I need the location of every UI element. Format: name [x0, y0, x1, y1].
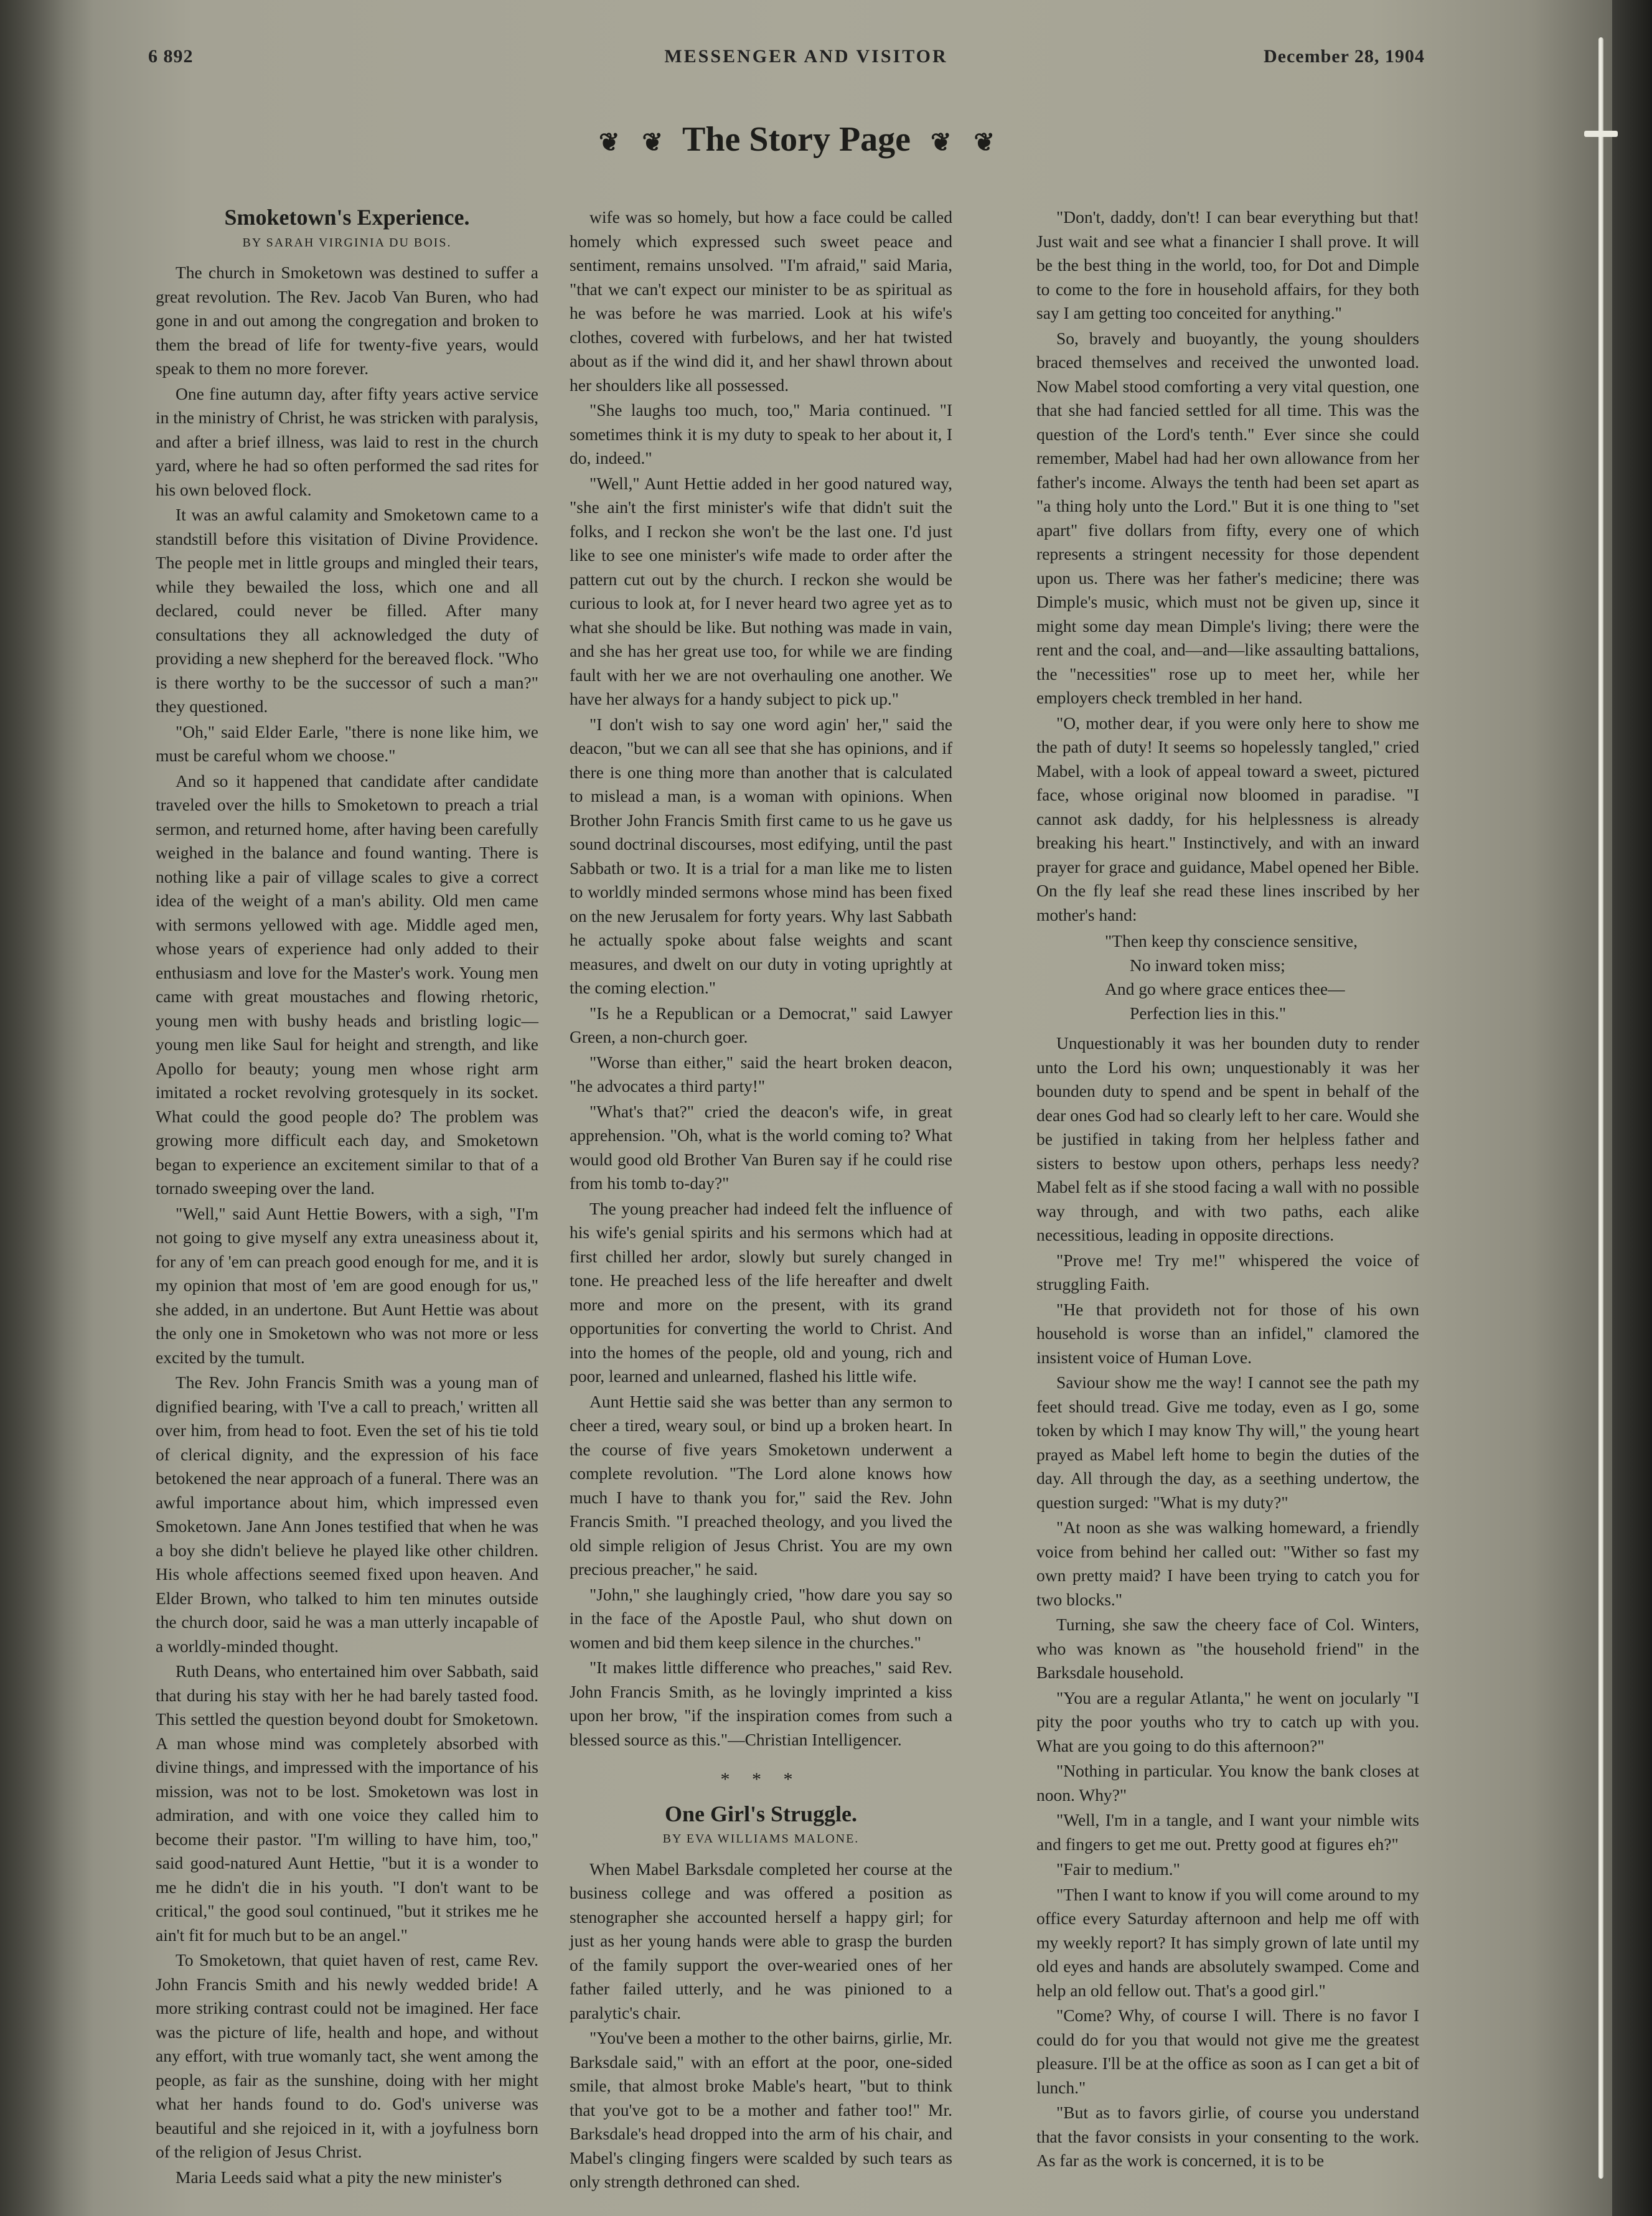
- paragraph: The church in Smoketown was destined to suffer a great revolution. The Rev. Jacob Van Buren, who had gone in and out among the congregation and broken to them the bread of life for twenty-five years, would speak to them no more forever.: [156, 263, 538, 378]
- article-body-2-continued: [1036, 205, 1419, 927]
- paragraph: "Oh," said Elder Earle, "there is none like him, we must be careful whom we choose.": [156, 721, 538, 765]
- paragraph: When Mabel Barksdale completed her course at the business college and was offered a position as stenographer she accounted herself a happy girl; for just as her young hands were able to grasp the burden of the family support the over-wearied ones of her father failed utterly, and he was pinioned to a paralytic's chair.: [570, 1859, 952, 2022]
- paragraph: "Don't, daddy, don't! I can bear everything but that! Just wait and see what a financier I shall prove. It will be the best thing in the world, too, for Dot and Dimple to come to the fore in household affairs, for they both say I am getting too conceited for anything.": [1036, 207, 1419, 322]
- paragraph: Ruth Deans, who entertained him over Sabbath, said that during his stay with her he had barely tasted food. This settled the question beyond doubt for Smoketown. A man whose mind was completely absorbed with divine things, and impressed with the importance of his mission, was not to be lost. Smoketown was lost in admiration, and with one voice they called him to become their pastor. "I'm willing to have him, too," said good-natured Aunt Hettie, "but it is a wonder to me he didn't die in his youth. "I don't want to be critical," the good soul continued, "but it strikes me he ain't fit for much but to be an angel.": [156, 1661, 538, 1945]
- poem-line: Perfection lies in this.": [1130, 1003, 1287, 1023]
- article-byline: BY SARAH VIRGINIA DU BOIS.: [242, 235, 452, 250]
- paragraph: Saviour show me the way! I cannot see the path my feet should tread. Give me today, even as I go, some token by which I may know Thy will," the young heart prayed as Mabel left home to begin the duties of the day. All through the day, as a seething undertow, the question surged: "What is my duty?": [1036, 1373, 1419, 1512]
- paragraph: "John," she laughingly cried, "how dare you say so in the face of the Apostle Paul, who shut down on women and bid them keep silence in the churches.": [570, 1584, 952, 1652]
- leaf-ornament-left-icon: ❦: [598, 128, 620, 156]
- leaf-ornament-right-icon: ❦: [931, 128, 952, 156]
- paragraph: "Well," Aunt Hettie added in her good natured way, "she ain't the first minister's wife that didn't suit the folks, and I reckon she won't be the last one. I'd just like to see one minister's wife made to order after the pattern cut out by the church. I reckon she would be curious to look at, for I never heard two agree yet as to what she should be like. But nothing was made in vain, and she has her great use too, for while we are finding fault with her we are not overhauling one another. We have her always for a handy subject to pick up.": [570, 473, 952, 708]
- section-title-text: The Story Page: [682, 120, 911, 159]
- article-title-2: One Girl's Struggle.: [665, 1801, 857, 1826]
- page-number: 6 892: [148, 46, 194, 67]
- paragraph: "Fair to medium.": [1056, 1859, 1180, 1879]
- paragraph: wife was so homely, but how a face could be called homely which expressed such sweet peace and sentiment, remains unsolved. "I'm afraid," said Maria, "that we can't expect our minister to be as spiritual as he was before he was married. Look at his wife's clothes, covered with furbelows, and her hat twisted about as if the wind did it, and her shawl thrown about her shoulders like all possessed.: [570, 207, 952, 395]
- binding-clip: [1584, 131, 1618, 137]
- leaf-ornament-right-icon-2: ❦: [974, 128, 995, 156]
- leaf-ornament-left-icon-2: ❦: [642, 128, 663, 156]
- binding-wire: [1598, 37, 1603, 2179]
- paragraph: The Rev. John Francis Smith was a young man of dignified bearing, with 'I've a call to preach,' written all over him, from head to foot. Even the set of his tie told of clerical dignity, and the expression of his face betokened the near approach of a funeral. There was an awful importance about him, which impressed even Smoketown. Jane Ann Jones testified that when he was a boy she didn't believe he played like other children. His whole affections seemed fixed upon heaven. And Elder Brown, who talked to him ten minutes outside the church door, said he was a man utterly incapable of a worldly-minded thought.: [156, 1373, 538, 1656]
- poem-line: "Then keep thy conscience sensitive,: [1105, 931, 1358, 951]
- paragraph: "Is he a Republican or a Democrat," said Lawyer Green, a non-church goer.: [570, 1003, 952, 1046]
- poem-line: No inward token miss;: [1130, 955, 1285, 975]
- poem-line: And go where grace entices thee—: [1105, 979, 1345, 998]
- paragraph: "O, mother dear, if you were only here to show me the path of duty! It seems so hopelessly tangled," cried Mabel, with a look of appeal toward a sweet, pictured face, whose original now bloomed in paradise. "I cannot ask daddy, for his helplessness is already breaking his heart." Instinctively, and with an inward prayer for grace and guidance, Mabel opened her Bible. On the fly leaf she read these lines inscribed by her mother's hand:: [1036, 713, 1419, 924]
- paragraph: "He that provideth not for those of his own household is worse than an infidel," clamored the insistent voice of Human Love.: [1036, 1299, 1419, 1367]
- paragraph: "What's that?" cried the deacon's wife, in great apprehension. "Oh, what is the world coming to? What would good old Brother Van Buren say if he could rise from his tomb to-day?": [570, 1101, 952, 1193]
- paragraph: Turning, she saw the cheery face of Col. Winters, who was known as "the household friend" in the Barksdale household.: [1036, 1615, 1419, 1682]
- paragraph: "Nothing in particular. You know the bank closes at noon. Why?": [1036, 1761, 1419, 1805]
- column-1: [156, 205, 538, 2187]
- paragraph: Unquestionably it was her bounden duty to render unto the Lord his own; unquestionably it was her bounden duty to spend and be spent in behalf of the dear ones God had so clearly left to her care. Would she be justified in taking from her helpless father and sisters to bestow upon others, perhaps less needy? Mabel felt as if she stood facing a wall with no possible way through, and with two paths, each alike necessitious, leading in opposite directions.: [1036, 1033, 1419, 1244]
- article-body-2-continued-b: [1036, 1031, 1419, 2173]
- binding-edge: [1612, 0, 1652, 2216]
- paragraph: It was an awful calamity and Smoketown came to a standstill before this visitation of Divine Providence. The people met in little groups and mingled their tears, while they bewailed the loss, which one and all declared, could never be filled. After many consultations they all acknowledged the duty of providing a new shepherd for the bereaved flock. "Who is there worthy to be the successor of such a man?" they questioned.: [156, 505, 538, 716]
- paragraph: "You've been a mother to the other bairns, girlie, Mr. Barksdale said," with an effort at the poor, one-sided smile, that almost broke Mable's heart, "but to think that you've got to be a mother and father too!" Mr. Barksdale's head dropped into the arm of his chair, and Mabel's clinging fingers were scalded by such tears as only strength dethroned can shed.: [570, 2028, 952, 2191]
- paragraph: "Then I want to know if you will come around to my office every Saturday afternoon and help me off with my weekly report? It has simply grown of late until my old eyes and hands are absolutely swamped. Come and help an old fellow out. That's a good girl.": [1036, 1884, 1419, 2000]
- paragraph: "But as to favors girlie, of course you understand that the favor consists in your consenting to the work. As far as the work is concerned, it is to be: [1036, 2103, 1419, 2170]
- paragraph: "It makes little difference who preaches," said Rev. John Francis Smith, as he lovingly imprinted a kiss upon her brow, "if the inspiration comes from such a blessed source as this."—Christian Intelligencer.: [570, 1658, 952, 1749]
- paragraph: "At noon as she was walking homeward, a friendly voice from behind her called out: "Wither so fast my own pretty maid? I have been trying to catch you for two blocks.": [1036, 1518, 1419, 1609]
- paragraph: The young preacher had indeed felt the influence of his wife's genial spirits and his sermons which had at first chilled her ardor, slowly but surely changed in tone. He preached less of the life hereafter and dwelt more and more on the present, with its grand opportunities for converting the world to Christ. And into the homes of the people, old and young, rich and poor, learned and unlearned, flashed his little wife.: [570, 1198, 952, 1386]
- paragraph: "I don't wish to say one word agin' her," said the deacon, "but we can all see that she has opinions, and if there is one thing more than another that is calculated to mislead a man, is a woman with opinions. When Brother John Francis Smith first came to us he gave us sound doctrinal discourses, most edifying, until the past Sabbath or two. It is a trial for a man like me to listen to worldly minded sermons whose mind has been fixed on the new Jerusalem for forty years. Why last Sabbath he actually spoke about false weights and scant measures, and dwelt on our duty in voting uprightly at the coming election.": [570, 714, 952, 997]
- page-shadow: [0, 0, 93, 2216]
- paragraph: "Well, I'm in a tangle, and I want your nimble wits and fingers to get me out. Pretty good at figures eh?": [1036, 1810, 1419, 1854]
- paragraph: Aunt Hettie said she was better than any sermon to cheer a tired, weary soul, or bind up a broken heart. In the course of five years Smoketown underwent a complete revolution. "The Lord alone knows how much I have to thank you for," said the Rev. John Francis Smith. "I preached theology, and you lived the old simple religion of Jesus Christ. You are my own precious preacher," he said.: [570, 1391, 952, 1579]
- section-title: [560, 120, 1033, 159]
- paragraph: "You are a regular Atlanta," he went on jocularly "I pity the poor youths who try to catch up with you. What are you going to do this afternoon?": [1036, 1688, 1419, 1755]
- article-body-2: [570, 1857, 952, 2194]
- article-body-continued: [570, 205, 952, 1752]
- paragraph: "Well," said Aunt Hettie Bowers, with a sigh, "I'm not going to give myself any extra uneasiness about it, for any of 'em can preach good enough for me, and it is my opinion that most of 'em are good enough for us," she added, in an undertone. But Aunt Hettie was about the only one in Smoketown who was not more or less excited by the tumult.: [156, 1203, 538, 1367]
- article-body: [156, 261, 538, 2189]
- paragraph: To Smoketown, that quiet haven of rest, came Rev. John Francis Smith and his newly wedded bride! A more striking contrast could not be imagined. Her face was the picture of life, health and hope, and without any effort, with true womanly tact, she went among the people, as fair as the sunshine, doing with her might what her hands found to do. God's universe was beautiful and she rejoiced in it, with a joyfulness born of the religion of Jesus Christ.: [156, 1950, 538, 2161]
- paragraph: So, bravely and buoyantly, the young shoulders braced themselves and received the unwonted load. Now Mabel stood comforting a very vital question, one that she had fancied settled for all time. This was the question of the Lord's tenth." Ever since she could remember, Mabel had had her own allowance from her father's income. Always the tenth had been set apart as "a thing holy unto the Lord." But it is one thing to "set apart" five dollars from fifty, every one of which represents a stringent necessity for those dependent upon us. There was her father's medicine; there was Dimple's music, which must not be given up, since it might some day mean Dimple's living; there were the rent and the coal, and—and—like assaulting battalions, the "necessities" rose up to meet her, while her employers check trembled in her hand.: [1036, 328, 1419, 707]
- column-3: [1036, 205, 1419, 2170]
- masthead: MESSENGER AND VISITOR: [664, 46, 948, 67]
- section-separator: * * *: [720, 1769, 802, 1790]
- article-byline-2: BY EVA WILLIAMS MALONE.: [662, 1832, 860, 1846]
- poem: [1036, 929, 1419, 1025]
- paragraph: "Worse than either," said the heart broken deacon, "he advocates a third party!": [570, 1052, 952, 1096]
- issue-date: December 28, 1904: [1264, 46, 1425, 67]
- paragraph: Maria Leeds said what a pity the new minister's: [176, 2167, 502, 2187]
- paragraph: One fine autumn day, after fifty years active service in the ministry of Christ, he was stricken with paralysis, and after a brief illness, was laid to rest in the church yard, where he had so often performed the sad rites for his own beloved flock.: [156, 383, 538, 499]
- paragraph: And so it happened that candidate after candidate traveled over the hills to Smoketown to preach a trial sermon, and returned home, after having been carefully weighed in the balance and found wanting. There is nothing like a pair of village scales to give a correct idea of the weight of a man's ability. Old men came with sermons yellowed with age. Middle aged men, whose years of experience had only added to their enthusiasm and love for the Master's work. Young men came with great moustaches and flowing rhetoric, young men with bushy heads and bristling logic—young men like Saul for height and strength, and like Apollo for beauty; young men whose right arm imitated a rocket revolving grotesquely in its socket. What could the good people do? The problem was growing more difficult each day, and Smoketown began to experience an excitement similar to that of a tornado sweeping over the land.: [156, 771, 538, 1198]
- paragraph: "Come? Why, of course I will. There is no favor I could do for you that would not give me the greatest pleasure. I'll be at the office as soon as I can get a bit of lunch.": [1036, 2006, 1419, 2097]
- column-2: [570, 205, 952, 2191]
- paragraph: "She laughs too much, too," Maria continued. "I sometimes think it is my duty to speak to her about it, I do, indeed.": [570, 400, 952, 467]
- paragraph: "Prove me! Try me!" whispered the voice of struggling Faith.: [1036, 1250, 1419, 1293]
- article-title: Smoketown's Experience.: [224, 205, 470, 230]
